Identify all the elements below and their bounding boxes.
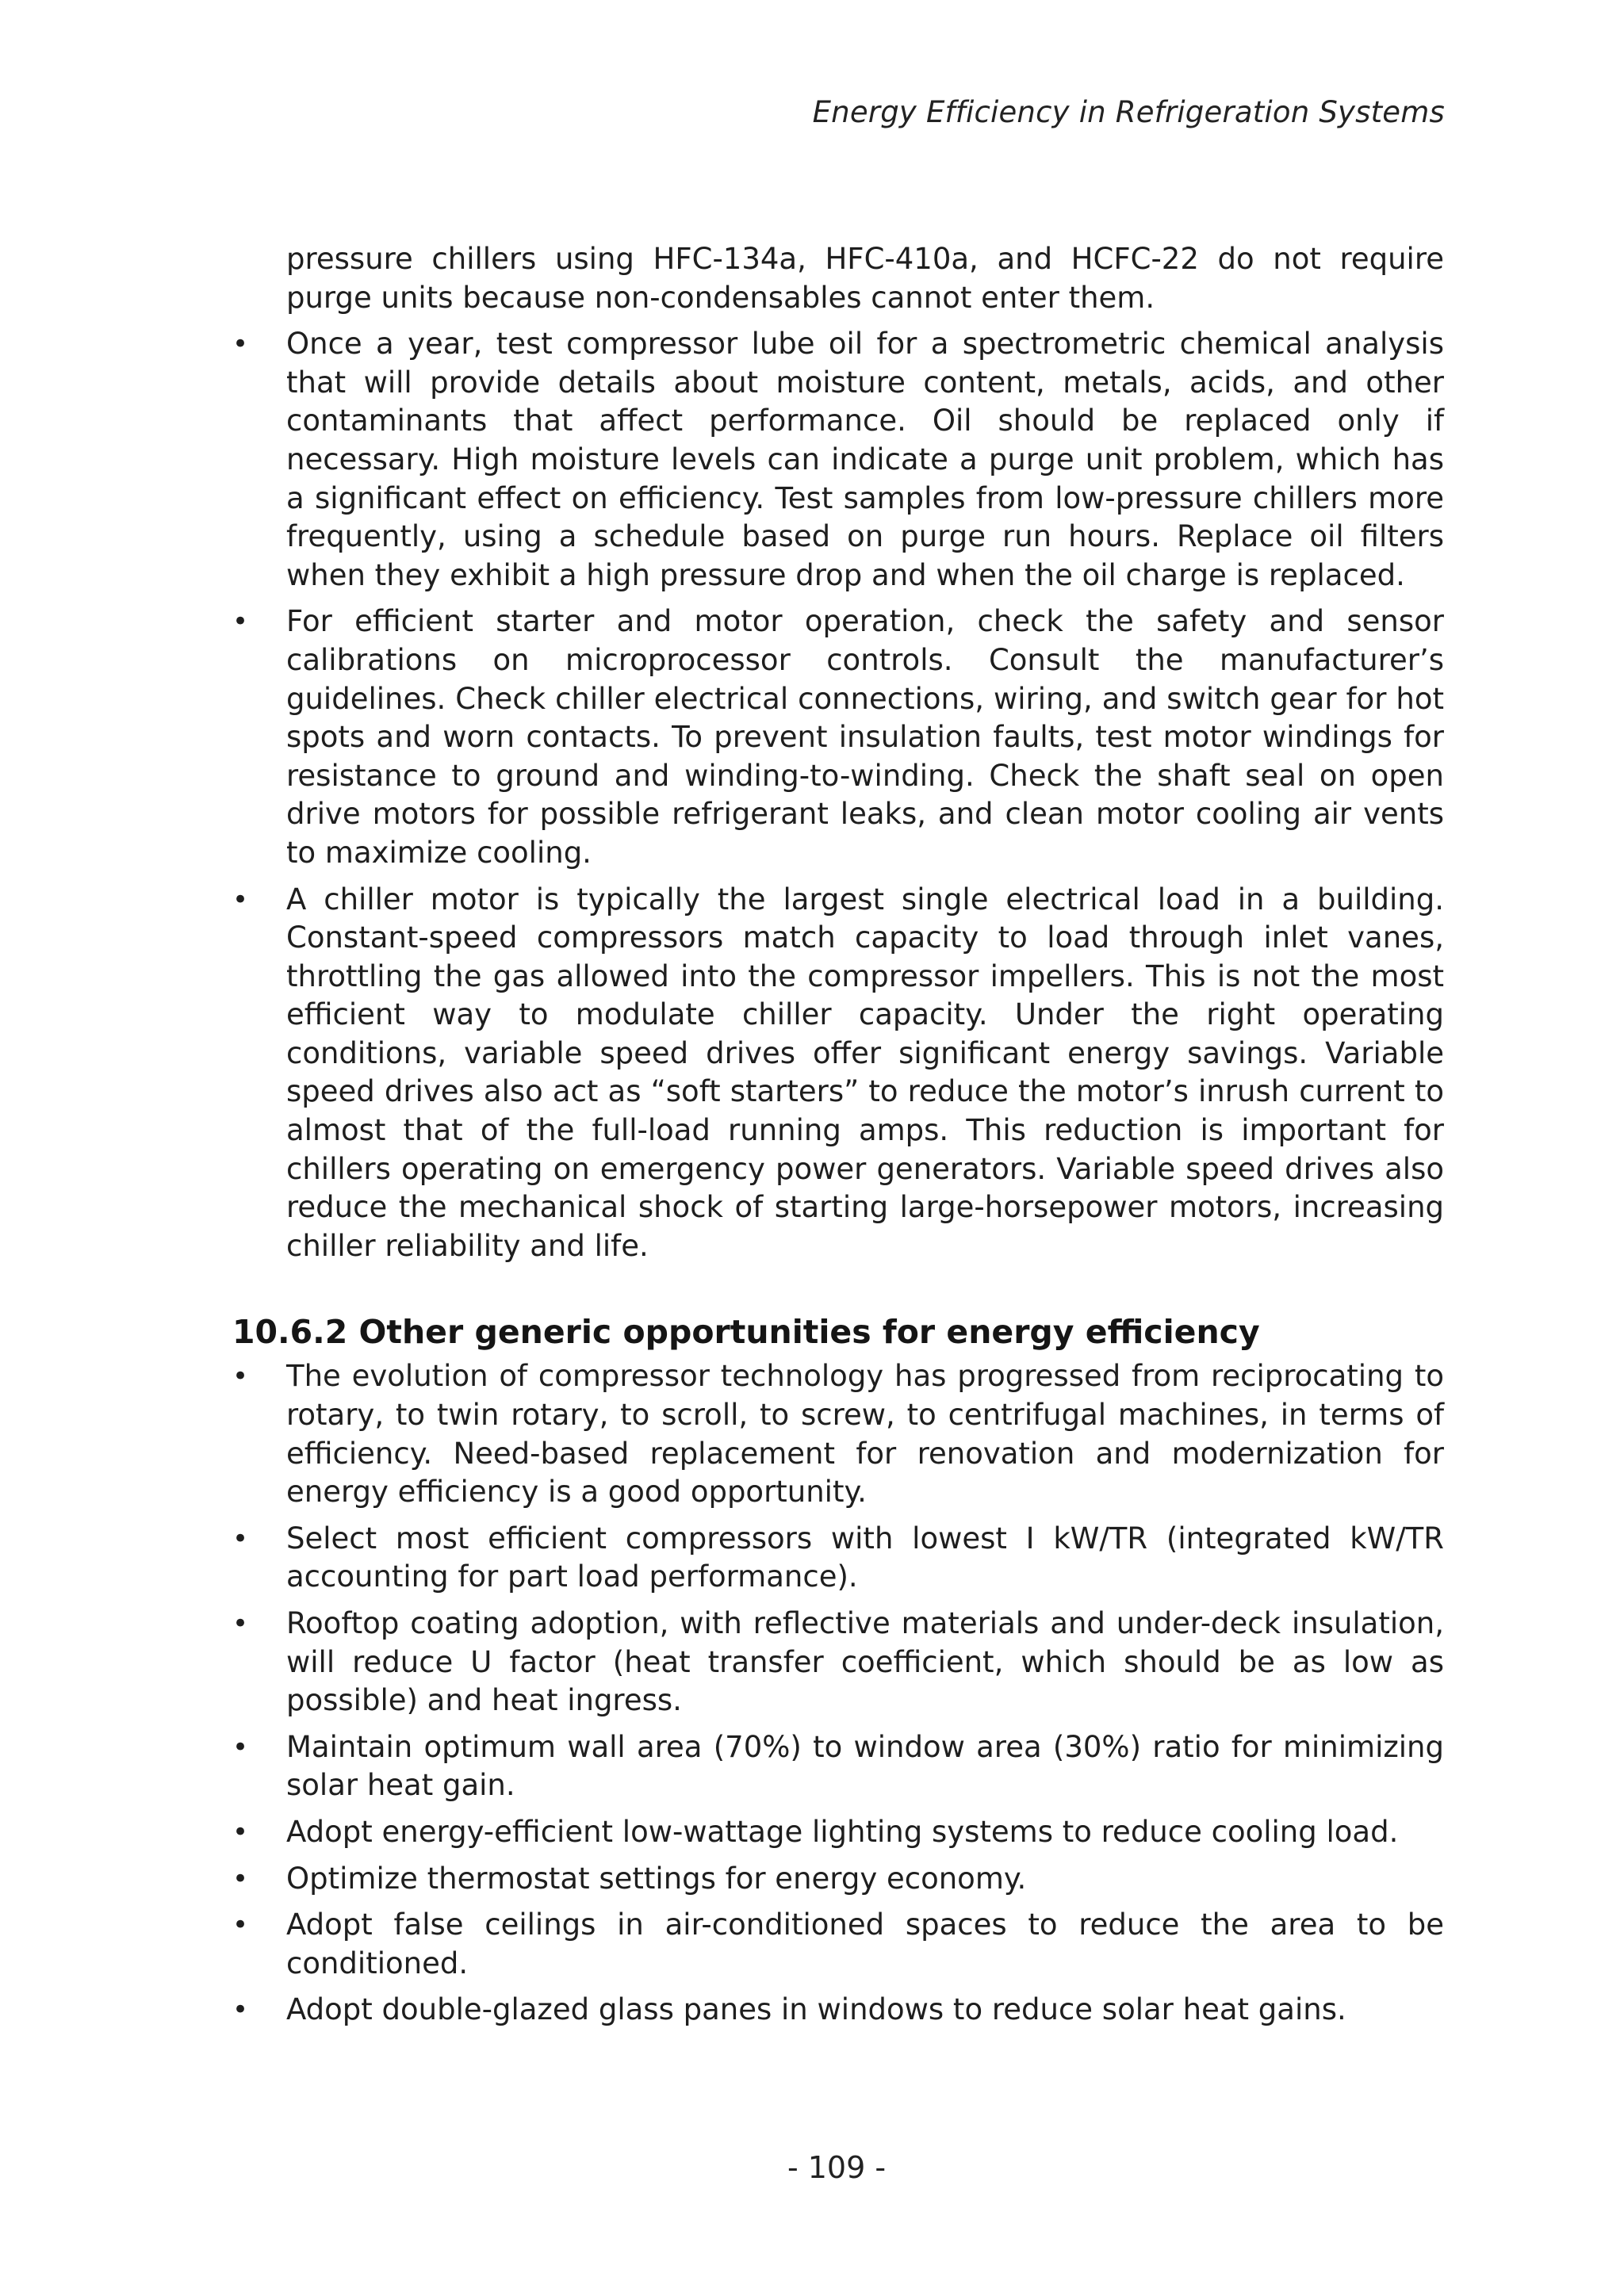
page-body	[232, 240, 1444, 2038]
list-item: • Select most efficient compressors with lowest I kW/TR (integrated kW/TR accounting for part load performance).	[232, 1520, 1444, 1597]
list-item: • Rooftop coating adoption, with reflective materials and under-deck insulation, will reduce U factor (heat transfer coefficient, which should be as low as possible) and heat ingress.	[232, 1605, 1444, 1720]
list-item: • Optimize thermostat settings for energy economy.	[232, 1860, 1444, 1899]
page-number: - 109 -	[787, 2150, 887, 2185]
continuation-paragraph: pressure chillers using HFC-134a, HFC-410a, and HCFC-22 do not require purge units because non-condensables cannot enter them.	[286, 242, 1444, 315]
list-item: • A chiller motor is typically the largest single electrical load in a building. Constant-speed compressors match capacity to load through inlet vanes, throttling the gas allowed into the compressor impellers. This is not the most efficient way to modulate chiller capacity. Under the right operating conditions, variable speed drives offer significant energy savings. Variable speed drives also act as “soft starters” to reduce the motor’s inrush current to almost that of the full-load running amps. This reduction is important for chillers operating on emergency power generators. Variable speed drives also reduce the mechanical shock of starting large-horsepower motors, increasing chiller reliability and life.	[232, 881, 1444, 1266]
running-header: Energy Efficiency in Refrigeration Systems	[812, 95, 1445, 129]
list-item: • The evolution of compressor technology has progressed from reciprocating to rotary, to twin rotary, to scroll, to screw, to centrifugal machines, in terms of efficiency. Need-based replacement for renovation and modernization for energy efficiency is a good opportunity.	[232, 1357, 1444, 1511]
bullet-list-opportunities	[232, 1357, 1444, 2030]
list-item: • Once a year, test compressor lube oil for a spectrometric chemical analysis that will provide details about moisture content, metals, acids, and other contaminants that affect performance. Oil should be replaced only if necessary. High moisture levels can indicate a purge unit problem, which has a significant effect on efficiency. Test samples from low-pressure chillers more frequently, using a schedule based on purge run hours. Replace oil filters when they exhibit a high pressure drop and when the oil charge is replaced.	[232, 325, 1444, 595]
bullet-list-maintenance	[232, 325, 1444, 1265]
section-heading: 10.6.2 Other generic opportunities for energy efficiency	[232, 1313, 1260, 1352]
list-item: • For efficient starter and motor operation, check the safety and sensor calibrations on microprocessor controls. Consult the manufacturer’s guidelines. Check chiller electrical connections, wiring, and switch gear for hot spots and worn contacts. To prevent insulation faults, test motor windings for resistance to ground and winding-to-winding. Check the shaft seal on open drive motors for possible refrigerant leaks, and clean motor cooling air vents to maximize cooling.	[232, 603, 1444, 872]
list-item: • Adopt energy-efficient low-wattage lighting systems to reduce cooling load.	[232, 1813, 1444, 1852]
list-item: • Adopt double-glazed glass panes in windows to reduce solar heat gains.	[232, 1991, 1444, 2030]
list-item: • Adopt false ceilings in air-conditioned spaces to reduce the area to be conditioned.	[232, 1906, 1444, 1983]
list-item: • Maintain optimum wall area (70%) to window area (30%) ratio for minimizing solar heat gain.	[232, 1728, 1444, 1805]
